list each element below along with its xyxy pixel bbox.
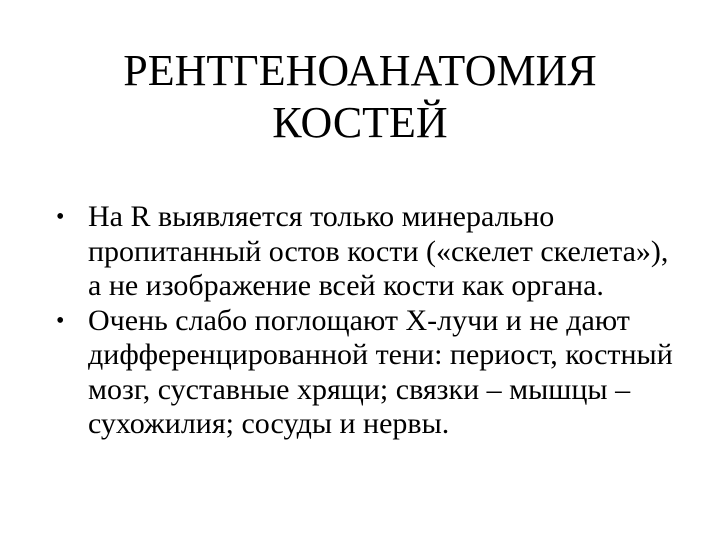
bullet-text-1: На R выявляется только минерально пропитанный остов кости («скелет скелета»), а не изображение всей кости как органа. (88, 200, 669, 302)
slide-title-line-2: КОСТЕЙ (272, 98, 448, 147)
bullet-item-2 (54, 304, 674, 442)
slide-title (54, 45, 666, 149)
slide-title-line-1: РЕНТГЕНОАНАТОМИЯ (123, 46, 597, 95)
bullet-marker-2: • (56, 307, 65, 334)
bullet-item-1 (54, 200, 674, 304)
bullet-list (54, 200, 674, 442)
bullet-marker-1: • (56, 204, 65, 230)
bullet-text-2: Очень слабо поглощают Х-лучи и не дают дифференцированной тени: периост, костный мозг, суставные хрящи; связки – мышцы – сухожилия; сосуды и нервы. (88, 303, 673, 440)
